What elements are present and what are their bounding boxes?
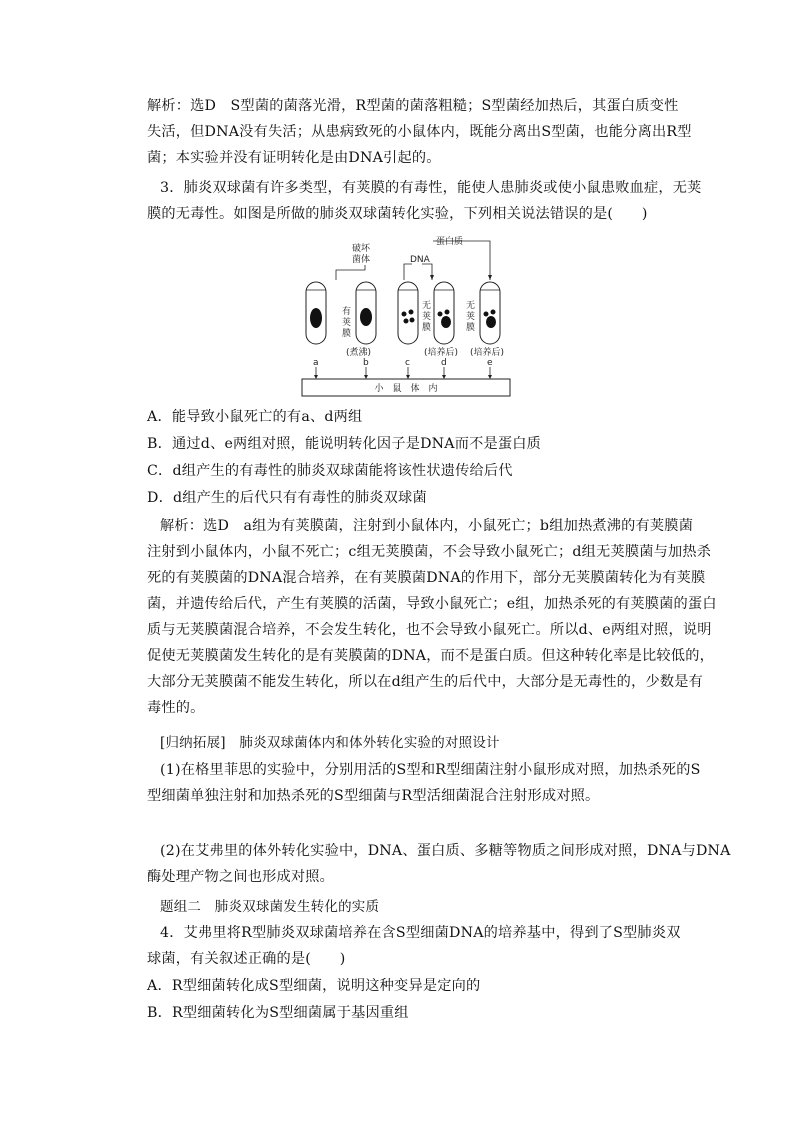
option-a: A．能导致小鼠死亡的有a、d两组 <box>147 409 363 425</box>
tube-b-label-3: 膜 <box>342 329 352 339</box>
summary-p2-line-2: 酶处理产物之间也形成对照。 <box>147 869 335 885</box>
tube-b-label-1: 有 <box>342 307 352 317</box>
group-a: a <box>313 358 319 368</box>
prev-analysis-line-1: 解析：选D S型菌的菌落光滑，R型菌的菌落粗糙；S型菌经加热后，其蛋白质变性 <box>147 98 679 114</box>
analysis-line-5: 质与无荚膜菌混合培养，不会发生转化，也不会导致小鼠死亡。所以d、e两组对照，说明 <box>147 622 712 638</box>
condition-boil: (煮沸) <box>346 348 372 358</box>
tube-e-label-1: 无 <box>466 301 476 311</box>
analysis-line-8: 毒性的。 <box>147 700 205 716</box>
analysis-line-2: 注射到小鼠体内，小鼠不死亡；c组无荚膜菌，不会导致小鼠死亡；d组无荚膜菌与加热杀 <box>147 544 712 560</box>
analysis-line-7: 大部分无荚膜菌不能发生转化，所以在d组产生的后代中，大部分是无毒性的，少数是有 <box>147 674 704 690</box>
question-4-option-a: A．R型细菌转化成S型细菌，说明这种变异是定向的 <box>147 978 481 994</box>
group-c: c <box>405 358 410 368</box>
question-4-option-b: B．R型细菌转化为S型细菌属于基因重组 <box>147 1005 409 1021</box>
condition-culture-e: (培养后) <box>470 348 505 358</box>
summary-p2-line-1: (2)在艾弗里的体外转化实验中，DNA、蛋白质、多糖等物质之间形成对照，DNA与DNA <box>160 843 731 859</box>
option-b: B．通过d、e两组对照，能说明转化因子是DNA而不是蛋白质 <box>147 436 542 452</box>
condition-culture-d: (培养后) <box>424 348 459 358</box>
cell-label: 菌体 <box>352 255 371 265</box>
section-2-heading: 题组二 肺炎双球菌发生转化的实质 <box>160 899 380 915</box>
analysis-line-1: 解析：选D a组为有荚膜菌，注射到小鼠体内，小鼠死亡；b组加热煮沸的有荚膜菌 <box>160 518 694 534</box>
tube-e <box>480 282 500 344</box>
tube-d-label-3: 膜 <box>422 323 432 333</box>
summary-p1-line-2: 型细菌单独注射和加热杀死的S型细菌与R型活细菌混合注射形成对照。 <box>147 788 600 804</box>
tube-b <box>356 282 376 344</box>
group-d: d <box>441 358 447 368</box>
analysis-line-6: 促使无荚膜菌发生转化的是有荚膜菌的DNA，而不是蛋白质。但这种转化率是比较低的， <box>147 648 714 664</box>
summary-heading: [归纳拓展] 肺炎双球菌体内和体外转化实验的对照设计 <box>160 735 500 751</box>
analysis-line-3: 死的有荚膜菌的DNA混合培养，在有荚膜菌DNA的作用下，部分无荚膜菌转化为有荚膜 <box>147 570 706 586</box>
group-e: e <box>487 358 493 368</box>
option-d: D．d组产生的后代只有有毒性的肺炎双球菌 <box>147 490 427 506</box>
question-3-line-1: 3．肺炎双球菌有许多类型，有荚膜的有毒性，能使人患肺炎或使小鼠患败血症，无荚 <box>160 180 702 196</box>
question-4-line-2: 球菌，有关叙述正确的是( ) <box>147 951 346 967</box>
question-3-line-2: 膜的无毒性。如图是所做的肺炎双球菌转化实验，下列相关说法错误的是( ) <box>147 206 648 222</box>
question-4-line-1: 4．艾弗里将R型肺炎双球菌培养在含S型细菌DNA的培养基中，得到了S型肺炎双 <box>160 925 681 941</box>
tube-d <box>434 282 454 344</box>
tube-d-label-2: 荚 <box>422 312 432 322</box>
option-c: C．d组产生的有毒性的肺炎双球菌能将该性状遗传给后代 <box>147 463 513 479</box>
tube-a <box>306 282 326 344</box>
tube-d-label-1: 无 <box>422 301 432 311</box>
analysis-line-4: 菌，并遗传给后代，产生有荚膜的活菌，导致小鼠死亡；e组，加热杀死的有荚膜菌的蛋白 <box>147 596 717 612</box>
transformation-experiment-figure <box>300 234 530 400</box>
prev-analysis-line-2: 失活，但DNA没有失活；从患病致死的小鼠体内，既能分离出S型菌，也能分离出R型 <box>147 124 692 140</box>
tube-e-label-2: 荚 <box>466 312 476 322</box>
protein-label: 蛋白质 <box>436 237 464 247</box>
summary-p1-line-1: (1)在格里菲思的实验中，分别用活的S型和R型细菌注射小鼠形成对照，加热杀死的S <box>160 762 701 778</box>
mouse-body-label: 小 鼠 体 内 <box>374 384 438 394</box>
tube-c <box>398 282 418 344</box>
tube-b-label-2: 荚 <box>342 318 352 328</box>
group-b: b <box>363 358 369 368</box>
prev-analysis-line-3: 菌；本实验并没有证明转化是由DNA引起的。 <box>147 150 441 166</box>
dna-label: DNA <box>410 255 430 265</box>
damage-label: 破坏 <box>352 244 371 254</box>
tube-e-label-3: 膜 <box>466 323 476 333</box>
